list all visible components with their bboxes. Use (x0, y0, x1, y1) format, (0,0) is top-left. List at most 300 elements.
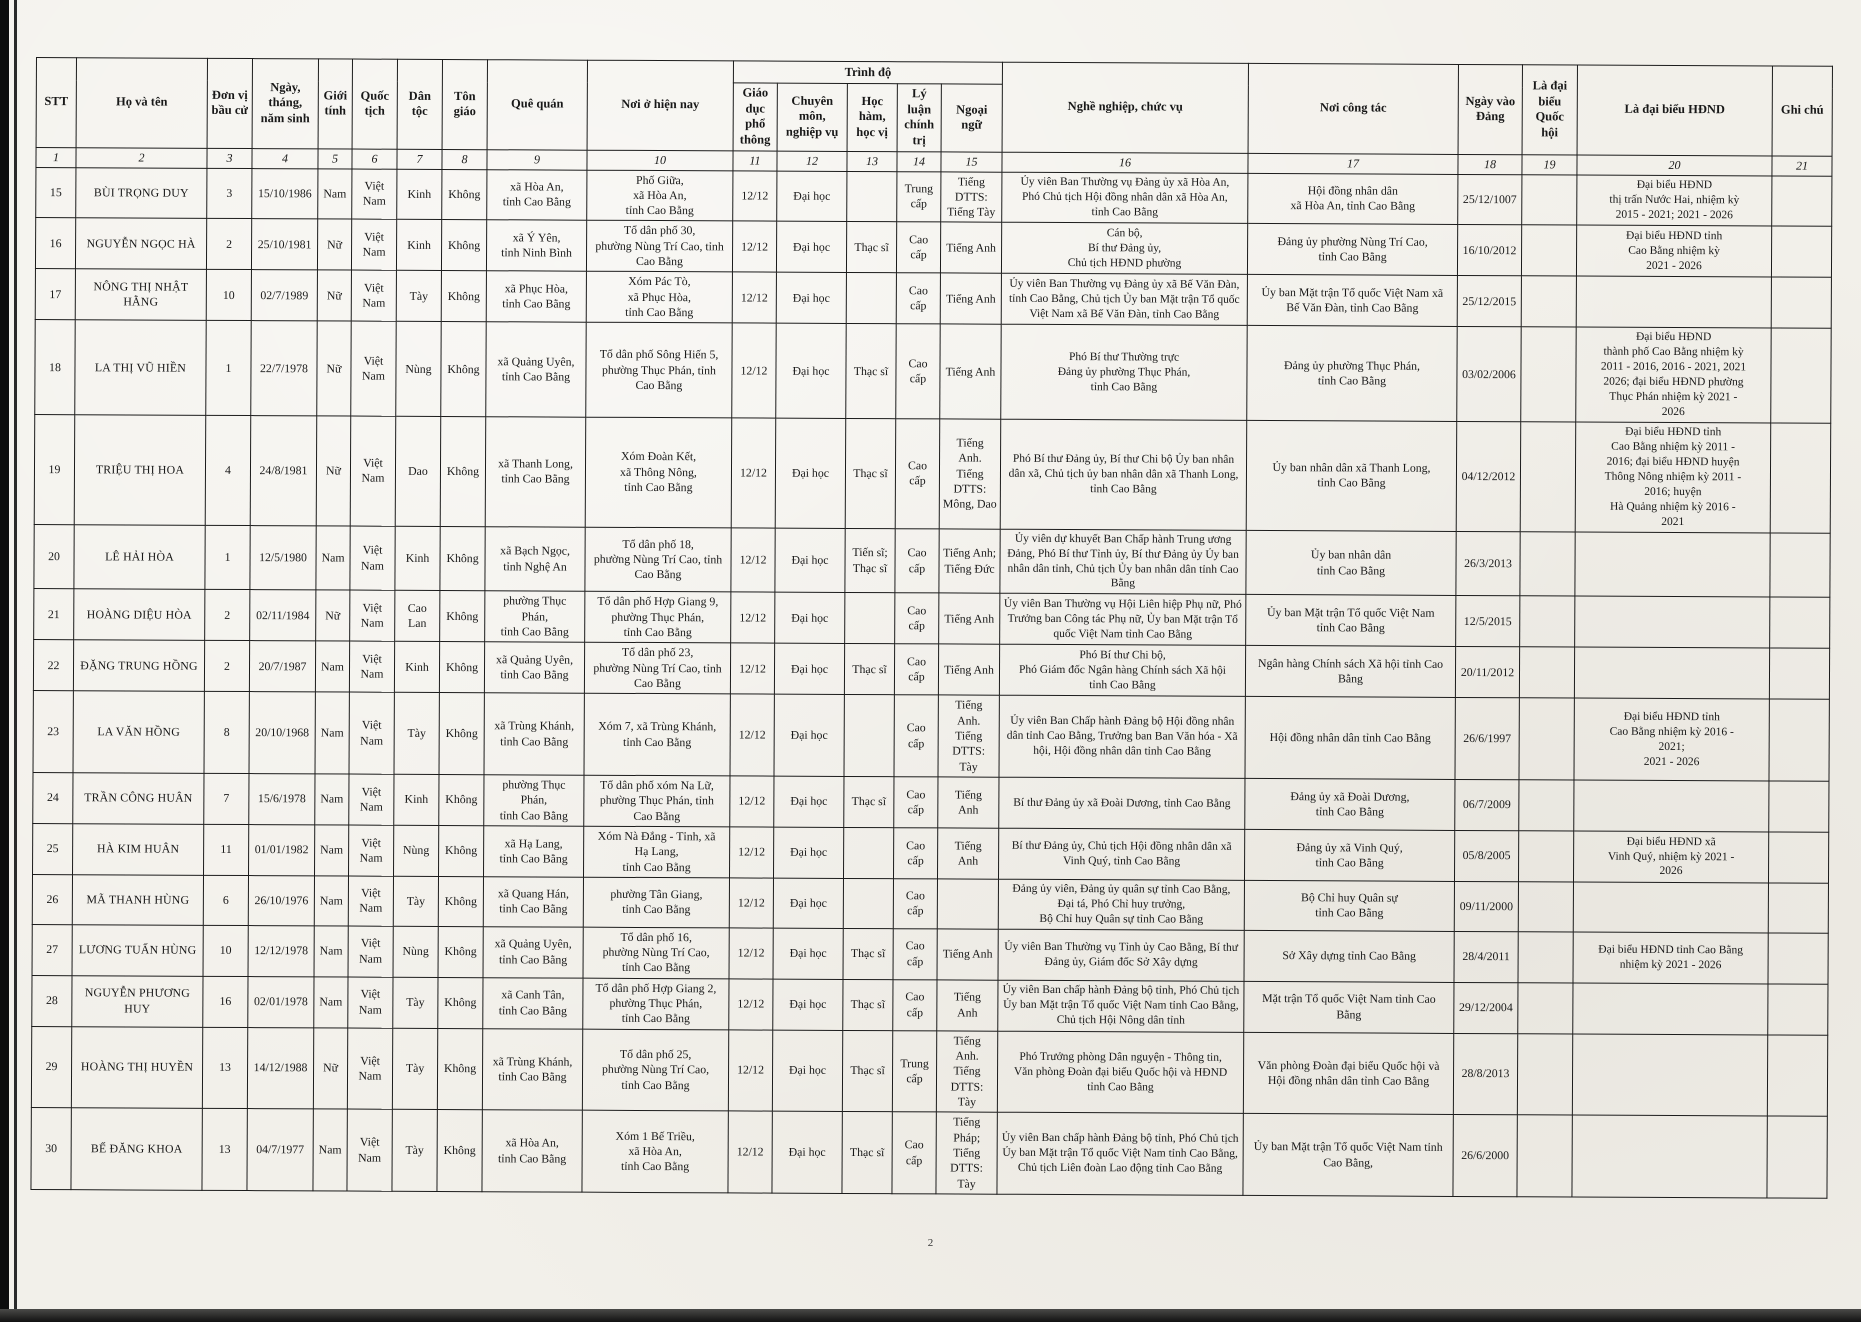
cell-occupation: Ủy viên Ban Thường vụ Tỉnh ủy Cao Bằng, Bí thư Đảng ủy, Giám đốc Sở Xây dựng (998, 929, 1244, 981)
cell-dob: 02/7/1989 (251, 270, 317, 321)
column-number: 21 (1772, 155, 1832, 175)
cell-qualification: Đại học (772, 1112, 842, 1194)
cell-political: Cao cấp (896, 222, 940, 273)
cell-gender: Nam (314, 977, 348, 1028)
cell-dob: 24/8/1981 (250, 416, 317, 526)
header-workplace: Nơi công tác (1248, 63, 1458, 154)
cell-occupation: Cán bộ, Bí thư Đảng ủy, Chủ tịch HĐND phường (1001, 223, 1247, 275)
cell-language: Tiếng DTTS: Tiếng Tày (941, 171, 1002, 222)
cell-name: HOÀNG THỊ HUYỀN (71, 1026, 202, 1108)
cell-notes (1767, 1035, 1827, 1117)
header-qualification: Chuyên môn, nghiệp vụ (777, 83, 847, 151)
cell-hometown: xã Bạch Ngọc, tỉnh Nghệ An (485, 526, 585, 591)
cell-national-assembly (1517, 1115, 1572, 1197)
cell-residence: Xóm 1 Bế Triều, xã Hòa An, tỉnh Cao Bằng (582, 1111, 728, 1193)
cell-dob: 02/01/1978 (248, 976, 314, 1027)
cell-dob: 14/12/1988 (247, 1027, 313, 1109)
header-ethnicity: Dân tộc (397, 59, 442, 149)
cell-dob: 01/01/1982 (249, 825, 315, 876)
cell-ethnicity: Dao (395, 416, 441, 526)
cell-religion: Không (439, 693, 484, 775)
cell-nationality: Việt Nam (350, 416, 396, 526)
cell-political: Cao cấp (894, 695, 938, 777)
cell-language: Tiếng Anh (938, 777, 999, 828)
cell-occupation: Đảng ủy viên, Đảng ủy quân sự tỉnh Cao Bằng, Đại tá, Phó Chỉ huy trưởng, Bộ Chỉ huy Quân sự tỉnh Cao Bằng (998, 879, 1244, 930)
cell-stt: 29 (31, 1026, 71, 1108)
cell-hometown: xã Quảng Uyên, tỉnh Cao Bằng (486, 322, 586, 417)
cell-workplace: Ủy ban nhân dân tỉnh Cao Bằng (1246, 530, 1456, 596)
cell-education: 12/12 (733, 170, 777, 221)
cell-degree: Thạc sĩ (842, 1030, 892, 1112)
cell-gender: Nữ (317, 270, 351, 321)
cell-degree: Thạc sĩ (842, 1112, 892, 1194)
cell-occupation: Bí thư Đảng ủy, Chủ tịch Hội đồng nhân dân xã Vinh Quý, tỉnh Cao Bằng (998, 828, 1244, 880)
table-header (36, 58, 1833, 176)
cell-language: Tiếng Anh. Tiếng DTTS: Tày (938, 695, 999, 777)
cell-hometown: xã Hòa An, tỉnh Cao Bằng (487, 169, 587, 220)
cell-political: Cao cấp (892, 1112, 936, 1194)
header-language: Ngoại ngữ (941, 84, 1002, 152)
cell-workplace: Ủy ban Mặt trận Tổ quốc Việt Nam tỉnh Cao Bằng, (1243, 1114, 1453, 1197)
cell-party-date: 16/10/2012 (1457, 225, 1521, 276)
cell-education: 12/12 (731, 592, 775, 643)
cell-hometown: xã Trùng Khánh, tỉnh Cao Bằng (482, 1028, 582, 1110)
cell-qualification: Đại học (774, 776, 844, 827)
cell-party-date: 25/12/2015 (1457, 276, 1521, 327)
cell-ethnicity: Nùng (396, 322, 441, 417)
cell-workplace: Hội đồng nhân dân tỉnh Cao Bằng (1245, 697, 1455, 780)
table-row (34, 589, 1830, 649)
cell-ethnicity: Nùng (393, 926, 438, 977)
cell-qualification: Đại học (776, 273, 846, 324)
cell-qualification: Đại học (775, 418, 846, 528)
column-number: 4 (252, 148, 318, 168)
cell-education: 12/12 (732, 323, 776, 418)
cell-notes (1768, 933, 1828, 984)
table-row (33, 640, 1829, 700)
cell-unit: 3 (207, 168, 252, 219)
cell-name: BẾ ĐĂNG KHOA (71, 1108, 202, 1190)
cell-name: NGUYỄN NGỌC HÀ (75, 218, 206, 270)
cell-national-assembly (1517, 1034, 1572, 1116)
cell-ethnicity: Tày (392, 1028, 437, 1110)
cell-unit: 11 (204, 824, 249, 875)
cell-council (1574, 780, 1769, 832)
cell-religion: Không (438, 876, 483, 926)
cell-council (1575, 532, 1770, 598)
cell-language: Tiếng Anh (937, 828, 998, 879)
cell-degree (843, 827, 893, 878)
cell-dob: 02/11/1984 (250, 590, 316, 641)
cell-hometown: phường Thục Phán, tỉnh Cao Bằng (484, 775, 584, 826)
cell-education: 12/12 (730, 694, 774, 776)
cell-hometown: xã Canh Tân, tỉnh Cao Bằng (483, 977, 583, 1028)
column-number: 6 (352, 149, 397, 169)
table-row (33, 823, 1829, 883)
cell-nationality: Việt Nam (351, 321, 396, 416)
cell-workplace: Đảng ủy xã Đoài Dương, tỉnh Cao Bằng (1245, 778, 1455, 830)
table-row (34, 415, 1831, 533)
cell-ethnicity: Tày (393, 977, 438, 1028)
cell-dob: 15/10/1986 (252, 168, 318, 219)
cell-ethnicity: Kinh (394, 774, 439, 825)
cell-degree: Thạc sĩ (846, 222, 896, 273)
cell-notes (1768, 883, 1828, 933)
cell-residence: Tổ dân phố 23, phường Nùng Trí Cao, tỉnh Cao Bằng (584, 643, 730, 695)
cell-language: Tiếng Pháp; Tiếng DTTS: Tày (936, 1112, 997, 1194)
cell-hometown: xã Quảng Uyên, tỉnh Cao Bằng (483, 926, 583, 977)
cell-nationality: Việt Nam (347, 1109, 392, 1191)
cell-education: 12/12 (730, 776, 774, 827)
cell-ethnicity: Kinh (395, 526, 440, 591)
cell-qualification: Đại học (776, 222, 846, 273)
cell-occupation: Ủy viên Ban Chấp hành Đảng bộ Hội đồng nhân dân tỉnh Cao Bằng, Trưởng ban Ban Văn hóa - Xã hội, Hội đồng nhân dân tỉnh Cao Bằng (999, 696, 1245, 779)
cell-council (1576, 276, 1771, 328)
column-number: 9 (487, 149, 587, 169)
cell-gender: Nam (315, 692, 349, 774)
cell-hometown: xã Thanh Long, tỉnh Cao Bằng (485, 417, 586, 527)
cell-ethnicity: Tày (396, 271, 441, 322)
cell-ethnicity: Cao Lan (395, 591, 440, 642)
cell-party-date: 09/11/2000 (1454, 881, 1518, 931)
cell-national-assembly (1522, 174, 1577, 225)
cell-political: Cao cấp (896, 324, 940, 419)
header-residence: Nơi ở hiện nay (587, 60, 733, 150)
cell-education: 12/12 (732, 272, 776, 323)
cell-name: LÊ HẢI HÒA (74, 524, 205, 589)
cell-unit: 16 (203, 976, 248, 1027)
cell-stt: 23 (33, 691, 73, 773)
cell-ethnicity: Nùng (394, 825, 439, 876)
cell-party-date: 26/6/2000 (1453, 1115, 1517, 1197)
cell-nationality: Việt Nam (351, 220, 396, 271)
cell-political: Cao cấp (895, 593, 939, 644)
cell-religion: Không (441, 322, 486, 417)
cell-gender: Nam (316, 526, 350, 591)
cell-qualification: Đại học (773, 827, 843, 878)
cell-hometown: xã Quang Hán, tỉnh Cao Bằng (483, 877, 583, 927)
column-number: 7 (397, 149, 442, 169)
cell-political: Cao cấp (893, 828, 937, 879)
cell-council (1575, 596, 1770, 648)
cell-council: Đại biểu HĐND xã Vinh Quý, nhiệm kỳ 2021 - 2026 (1573, 831, 1768, 883)
header-occupation: Nghề nghiệp, chức vụ (1002, 62, 1248, 153)
cell-qualification: Đại học (774, 694, 844, 776)
cell-party-date: 28/8/2013 (1453, 1033, 1517, 1115)
cell-stt: 17 (35, 269, 75, 320)
cell-occupation: Phó Trưởng phòng Dân nguyện - Thông tin, Văn phòng Đoàn đại biểu Quốc hội và HĐND tỉnh Cao Bằng (997, 1031, 1243, 1114)
cell-national-assembly (1520, 422, 1576, 532)
cell-language (937, 879, 998, 929)
cell-occupation: Ủy viên Ban Thường vụ Hội Liên hiệp Phụ nữ, Phó Trưởng ban Công tác Phụ nữ, Ủy ban Mặt trận Tổ quốc Việt Nam tỉnh Cao Bằng (1000, 594, 1246, 646)
column-number: 20 (1577, 155, 1772, 176)
cell-nationality: Việt Nam (350, 526, 395, 591)
table-row (33, 691, 1829, 781)
cell-stt: 30 (31, 1108, 71, 1190)
table-body (31, 167, 1832, 1198)
cell-hometown: xã Hòa An, tỉnh Cao Bằng (482, 1110, 582, 1192)
cell-language: Tiếng Anh (937, 929, 998, 980)
cell-political: Cao cấp (895, 419, 940, 529)
cell-education: 12/12 (730, 643, 774, 694)
cell-residence: Xóm Đoàn Kết, xã Thông Nông, tỉnh Cao Bằng (585, 417, 732, 527)
column-number: 2 (76, 147, 207, 168)
column-number: 19 (1522, 154, 1577, 174)
cell-degree (846, 273, 896, 324)
cell-notes (1767, 1116, 1827, 1198)
cell-religion: Không (440, 526, 485, 591)
cell-religion: Không (442, 169, 487, 220)
cell-gender: Nam (315, 825, 349, 876)
cell-residence: Tổ dân phố Hợp Giang 2, phường Thục Phán, tỉnh Cao Bằng (583, 978, 729, 1030)
cell-religion: Không (439, 642, 484, 693)
cell-degree: Thạc sĩ (844, 776, 894, 827)
cell-qualification: Đại học (777, 171, 847, 222)
cell-gender: Nữ (317, 219, 351, 270)
cell-notes (1771, 328, 1831, 423)
cell-education: 12/12 (732, 221, 776, 272)
cell-workplace: Đảng ủy phường Nùng Trí Cao, tỉnh Cao Bằng (1247, 224, 1457, 276)
cell-nationality: Việt Nam (351, 271, 396, 322)
cell-degree: Thạc sĩ (846, 324, 896, 419)
cell-council: Đại biểu HĐND thị trấn Nước Hai, nhiệm kỳ 2015 - 2021; 2021 - 2026 (1577, 175, 1772, 227)
column-number: 17 (1248, 153, 1458, 174)
table-row (31, 1108, 1827, 1198)
cell-national-assembly (1518, 932, 1573, 983)
cell-occupation: Ủy viên Ban Thường vụ Đảng ủy xã Hòa An, Phó Chủ tịch Hội đồng nhân dân xã Hòa An, tỉnh Cao Bằng (1002, 172, 1248, 224)
cell-stt: 18 (35, 320, 75, 415)
cell-ethnicity: Tày (392, 1110, 437, 1192)
cell-qualification: Đại học (775, 528, 845, 593)
cell-qualification: Đại học (775, 593, 845, 644)
cell-dob: 26/10/1976 (248, 876, 314, 926)
cell-language: Tiếng Anh (940, 324, 1001, 419)
column-number: 18 (1458, 154, 1522, 174)
cell-ethnicity: Kinh (394, 642, 439, 693)
cell-religion: Không (438, 926, 483, 977)
cell-unit: 6 (203, 875, 248, 925)
cell-notes (1768, 832, 1828, 883)
cell-unit: 4 (205, 415, 251, 525)
cell-political: Cao cấp (895, 528, 939, 593)
table-row (35, 320, 1831, 423)
cell-workplace: Ủy ban nhân dân xã Thanh Long, tỉnh Cao Bằng (1246, 420, 1457, 531)
cell-qualification: Đại học (773, 878, 843, 928)
cell-political: Cao cấp (894, 644, 938, 695)
column-number: 12 (777, 151, 847, 171)
cell-qualification: Đại học (773, 928, 843, 979)
cell-education: 12/12 (731, 418, 776, 528)
cell-degree (843, 878, 893, 928)
cell-degree (844, 695, 894, 777)
table-row (32, 924, 1828, 984)
cell-dob: 20/10/1968 (249, 692, 315, 774)
cell-workplace: Ủy ban Mặt trận Tổ quốc Việt Nam xã Bế Văn Đàn, tỉnh Cao Bằng (1247, 275, 1457, 327)
cell-notes (1770, 423, 1831, 533)
delegates-table (30, 57, 1833, 1199)
cell-political: Cao cấp (896, 273, 940, 324)
table-row (35, 269, 1831, 329)
cell-occupation: Bí thư Đảng ủy xã Đoài Dương, tỉnh Cao Bằng (999, 777, 1245, 829)
cell-workplace: Hội đồng nhân dân xã Hòa An, tỉnh Cao Bằng (1248, 173, 1458, 225)
cell-political: Trung cấp (892, 1030, 936, 1112)
cell-residence: Tổ dân phố Hợp Giang 9, phường Thục Phán, tỉnh Cao Bằng (585, 592, 731, 644)
cell-notes (1770, 597, 1830, 648)
scan-edge-left-line (14, 0, 17, 1322)
cell-party-date: 26/6/1997 (1455, 698, 1519, 780)
header-unit: Đơn vị bầu cử (207, 58, 252, 148)
cell-religion: Không (441, 271, 486, 322)
cell-education: 12/12 (729, 827, 773, 878)
cell-workplace: Đảng ủy xã Vinh Quý, tỉnh Cao Bằng (1244, 829, 1454, 881)
cell-religion: Không (439, 774, 484, 825)
cell-gender: Nam (315, 774, 349, 825)
header-nationality: Quốc tịch (352, 59, 397, 149)
cell-political: Cao cấp (894, 777, 938, 828)
cell-residence: Xóm 7, xã Trùng Khánh, tỉnh Cao Bằng (584, 694, 730, 776)
cell-ethnicity: Tày (393, 876, 438, 926)
cell-hometown: xã Hạ Lang, tỉnh Cao Bằng (483, 826, 583, 877)
cell-nationality: Việt Nam (348, 977, 393, 1028)
cell-dob: 15/6/1978 (249, 774, 315, 825)
cell-gender: Nam (313, 1109, 347, 1191)
cell-name: BÙI TRỌNG DUY (76, 167, 207, 219)
cell-ethnicity: Tày (394, 693, 439, 775)
cell-occupation: Ủy viên dự khuyết Ban Chấp hành Trung ương Đảng, Phó Bí thư Tỉnh ủy, Bí thư Đảng ủy Ủy ban nhân dân tỉnh, Chủ tịch Ủy ban nhân dân tỉnh Cao Bằng (1000, 529, 1246, 595)
cell-national-assembly (1521, 225, 1576, 276)
cell-council: Đại biểu HĐND tỉnh Cao Bằng nhiệm kỳ 2021 - 2026 (1573, 932, 1768, 984)
cell-unit: 8 (204, 692, 249, 774)
cell-national-assembly (1520, 531, 1575, 596)
cell-residence: Tổ dân phố 30, phường Nùng Trí Cao, tỉnh Cao Bằng (586, 221, 732, 273)
cell-workplace: Đảng ủy phường Thục Phán, tỉnh Cao Bằng (1247, 326, 1457, 422)
cell-notes (1769, 781, 1829, 832)
cell-gender: Nam (315, 641, 349, 692)
cell-workplace: Văn phòng Đoàn đại biểu Quốc hội và Hội đồng nhân dân tỉnh Cao Bằng (1243, 1032, 1453, 1115)
column-number: 11 (733, 150, 777, 170)
cell-party-date: 29/12/2004 (1454, 982, 1518, 1033)
column-number: 3 (207, 148, 252, 168)
cell-language: Tiếng Anh; Tiếng Đức (939, 529, 1000, 594)
cell-notes (1772, 175, 1832, 226)
cell-nationality: Việt Nam (349, 692, 394, 774)
cell-nationality: Việt Nam (348, 876, 393, 926)
cell-nationality: Việt Nam (352, 169, 397, 220)
header-gender: Giới tính (318, 59, 352, 149)
cell-degree (847, 171, 897, 222)
column-number: 5 (318, 148, 352, 168)
cell-unit: 2 (204, 641, 249, 692)
cell-party-date: 06/7/2009 (1455, 779, 1519, 830)
cell-name: ĐẶNG TRUNG HỒNG (73, 640, 204, 692)
cell-occupation: Phó Bí thư Chi bộ, Phó Giám đốc Ngân hàng Chính sách Xã hội tỉnh Cao Bằng (999, 645, 1245, 697)
cell-unit: 10 (206, 270, 251, 321)
cell-nationality: Việt Nam (350, 590, 395, 641)
cell-national-assembly (1520, 596, 1575, 647)
cell-religion: Không (440, 417, 486, 527)
cell-unit: 1 (205, 525, 250, 590)
cell-dob: 20/7/1987 (249, 641, 315, 692)
cell-nationality: Việt Nam (349, 774, 394, 825)
cell-workplace: Mặt trận Tổ quốc Việt Nam tỉnh Cao Bằng (1244, 981, 1454, 1033)
cell-notes (1771, 226, 1831, 277)
cell-unit: 1 (206, 321, 251, 416)
document-sheet (30, 57, 1832, 1199)
cell-name: HÀ KIM HUÂN (73, 824, 204, 876)
cell-residence: Xóm Pác Tò, xã Phục Hòa, tỉnh Cao Bằng (586, 272, 732, 324)
cell-stt: 25 (33, 823, 73, 874)
cell-national-assembly (1519, 780, 1574, 831)
cell-residence: Tổ dân phố Sông Hiến 5, phường Thục Phán, tỉnh Cao Bằng (586, 323, 732, 418)
cell-party-date: 25/12/1007 (1458, 174, 1522, 225)
cell-gender: Nữ (317, 321, 351, 416)
cell-gender: Nữ (316, 416, 351, 526)
cell-notes (1768, 984, 1828, 1035)
cell-party-date: 12/5/2015 (1456, 596, 1520, 647)
cell-gender: Nam (314, 876, 348, 926)
cell-unit: 2 (206, 219, 251, 270)
cell-stt: 19 (34, 415, 75, 525)
cell-name: MÃ THANH HÙNG (72, 875, 203, 925)
column-number: 10 (587, 150, 733, 171)
cell-gender: Nam (314, 926, 348, 977)
cell-notes (1769, 699, 1829, 781)
cell-ethnicity: Kinh (397, 169, 442, 220)
cell-national-assembly (1519, 647, 1574, 698)
cell-education: 12/12 (729, 878, 773, 928)
table-row (34, 524, 1830, 598)
cell-religion: Không (438, 977, 483, 1028)
header-hometown: Quê quán (487, 60, 587, 150)
cell-name: LƯƠNG TUẤN HÙNG (72, 924, 203, 976)
cell-party-date: 04/12/2012 (1456, 422, 1521, 532)
cell-ethnicity: Kinh (396, 220, 441, 271)
cell-stt: 20 (34, 524, 74, 589)
cell-national-assembly (1519, 698, 1574, 780)
cell-dob: 12/5/1980 (250, 525, 316, 590)
cell-hometown: xã Trùng Khánh, tỉnh Cao Bằng (484, 693, 584, 775)
table-row (36, 167, 1832, 227)
cell-stt: 16 (35, 218, 75, 269)
cell-party-date: 28/4/2011 (1454, 931, 1518, 982)
cell-residence: phường Tân Giang, tỉnh Cao Bằng (583, 877, 729, 928)
cell-political: Cao cấp (893, 979, 937, 1030)
header-national-assembly: Là đại biểu Quốc hội (1522, 65, 1577, 155)
cell-qualification: Đại học (774, 643, 844, 694)
table-row (32, 975, 1828, 1035)
cell-workplace: Bộ Chỉ huy Quân sự tỉnh Cao Bằng (1244, 880, 1454, 931)
cell-council (1573, 882, 1768, 933)
scan-edge-bottom-bar (0, 1309, 1861, 1322)
cell-stt: 28 (32, 975, 72, 1026)
header-dob: Ngày, tháng, năm sinh (252, 59, 318, 149)
cell-education: 12/12 (729, 979, 773, 1030)
cell-dob: 25/10/1981 (251, 219, 317, 270)
table-row (33, 772, 1829, 832)
cell-stt: 27 (32, 924, 72, 975)
column-number: 8 (442, 149, 487, 169)
cell-name: TRẦN CÔNG HUÂN (73, 773, 204, 825)
cell-occupation: Ủy viên Ban chấp hành Đảng bộ tỉnh, Phó Chủ tịch Ủy ban Mặt trận Tổ quốc Việt Nam tỉnh Cao Bằng, Chủ tịch Liên đoàn Lao động tỉnh Cao Bằng (997, 1113, 1243, 1196)
cell-council (1572, 1034, 1767, 1117)
cell-degree: Thạc sĩ (844, 644, 894, 695)
cell-political: Cao cấp (893, 928, 937, 979)
header-notes: Ghi chú (1772, 66, 1832, 156)
cell-council: Đại biểu HĐND tỉnh Cao Bằng nhiệm kỳ 2011 - 2016; đại biểu HĐND huyện Thông Nông nhiệm kỳ 2011 - 2016; huyện Hà Quảng nhiệm kỳ 2016 - 2021 (1575, 422, 1771, 533)
cell-name: NGUYỄN PHƯƠNG HUY (72, 975, 203, 1027)
column-number: 15 (941, 151, 1002, 171)
cell-religion: Không (437, 1028, 482, 1110)
